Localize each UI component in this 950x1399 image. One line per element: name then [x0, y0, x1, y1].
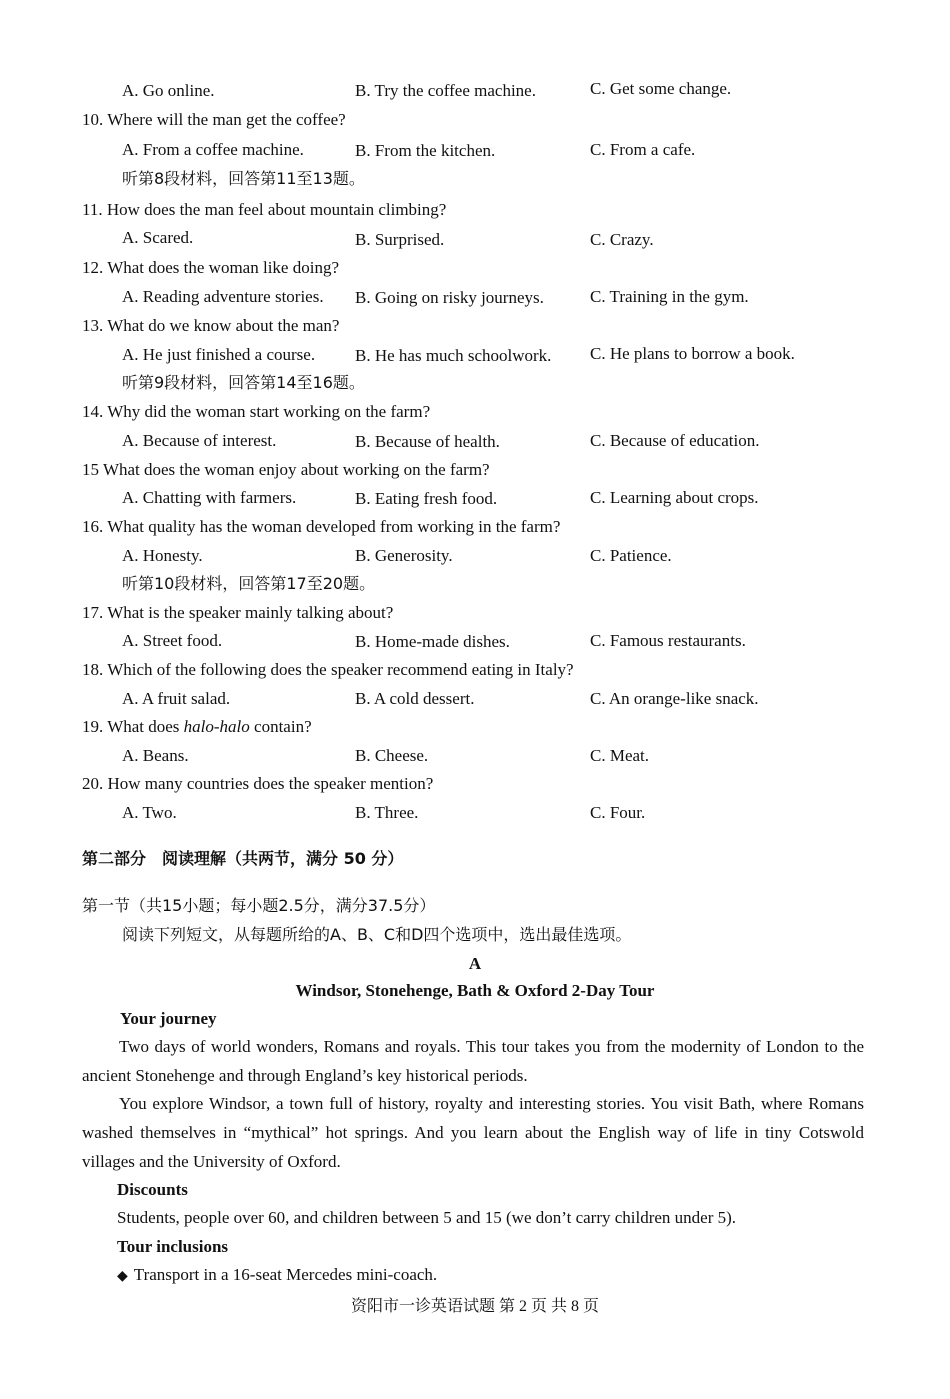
question-15-option-a: A. Chatting with farmers.: [122, 488, 297, 507]
heading-tour-inclusions: Tour inclusions: [117, 1237, 229, 1256]
question-13-option-a: A. He just finished a course.: [122, 345, 316, 364]
question-10-option-c: C. From a cafe.: [590, 140, 696, 159]
question-19-stem-pre: 19. What does: [82, 717, 184, 736]
q9-option-b: B. Try the coffee machine.: [355, 81, 536, 100]
question-13-option-b: B. He has much schoolwork.: [355, 346, 552, 365]
paragraph-discounts: Students, people over 60, and children between 5 and 15 (we don’t carry children under 5).: [117, 1208, 737, 1227]
question-12-option-a: A. Reading adventure stories.: [122, 287, 324, 306]
question-15-option-b: B. Eating fresh food.: [355, 489, 498, 508]
question-16-option-a: A. Honesty.: [122, 546, 203, 565]
question-16-stem: 16. What quality has the woman developed from working in the farm?: [82, 517, 561, 536]
question-15-stem: 15 What does the woman enjoy about working on the farm?: [82, 460, 490, 479]
question-19-option-b: B. Cheese.: [355, 746, 429, 765]
question-13-stem: 13. What do we know about the man?: [82, 316, 340, 335]
question-19-stem-post: contain?: [249, 717, 312, 736]
question-19-option-c: C. Meat.: [590, 746, 650, 765]
question-10-option-b: B. From the kitchen.: [355, 141, 496, 160]
question-16-option-c: C. Patience.: [590, 546, 672, 565]
section-1-heading: 第一节（共15小题；每小题2.5分，满分37.5分）: [82, 896, 436, 915]
paragraph-journey-2: [82, 1089, 864, 1176]
question-11-option-b: B. Surprised.: [355, 230, 445, 249]
question-18-option-b: B. A cold dessert.: [355, 689, 475, 708]
question-20-option-a: A. Two.: [122, 803, 177, 822]
question-13-option-c: C. He plans to borrow a book.: [590, 344, 795, 363]
question-14-option-c: C. Because of education.: [590, 431, 760, 450]
question-14-option-a: A. Because of interest.: [122, 431, 277, 450]
question-17-option-a: A. Street food.: [122, 631, 223, 650]
instruction-material-10: 听第10段材料，回答第17至20题。: [122, 574, 376, 593]
question-17-option-c: C. Famous restaurants.: [590, 631, 746, 650]
paragraph-journey-1: [82, 1032, 864, 1090]
instruction-material-9: 听第9段材料，回答第14至16题。: [122, 373, 365, 392]
reading-directions: 阅读下列短文，从每题所给的A、B、C和D四个选项中，选出最佳选项。: [122, 925, 632, 944]
passage-letter: A: [468, 954, 482, 973]
question-20-option-b: B. Three.: [355, 803, 419, 822]
paragraph-journey-2-text: You explore Windsor, a town full of history, royalty and interesting stories. You visit Bath, where Romans washed themselves in “mythical” hot springs. And you learn about the English way of life in tiny Cotswold villages and the University of Oxford.: [82, 1094, 864, 1171]
question-18-stem: 18. Which of the following does the speaker recommend eating in Italy?: [82, 660, 574, 679]
question-17-stem: 17. What is the speaker mainly talking about?: [82, 603, 394, 622]
question-11-option-c: C. Crazy.: [590, 230, 654, 249]
question-18-option-a: A. A fruit salad.: [122, 689, 231, 708]
question-12-option-b: B. Going on risky journeys.: [355, 288, 544, 307]
question-10-stem: 10. Where will the man get the coffee?: [82, 110, 346, 129]
question-16-option-b: B. Generosity.: [355, 546, 453, 565]
question-14-option-b: B. Because of health.: [355, 432, 500, 451]
question-12-stem: 12. What does the woman like doing?: [82, 258, 339, 277]
bullet-item-text: Transport in a 16-seat Mercedes mini-coach.: [133, 1265, 438, 1284]
question-19-stem-term: halo-halo: [183, 717, 250, 736]
passage-title: Windsor, Stonehenge, Bath & Oxford 2-Day Tour: [295, 981, 655, 1000]
question-15-option-c: C. Learning about crops.: [590, 488, 759, 507]
question-19-stem: [82, 716, 312, 738]
question-20-option-c: C. Four.: [590, 803, 646, 822]
question-10-option-a: A. From a coffee machine.: [122, 140, 304, 159]
question-19-option-a: A. Beans.: [122, 746, 189, 765]
heading-your-journey: Your journey: [120, 1009, 217, 1028]
part-2-title: 第二部分 阅读理解（共两节，满分 50 分）: [82, 849, 404, 868]
instruction-material-8: 听第8段材料，回答第11至13题。: [122, 169, 365, 188]
page-footer: 资阳市一诊英语试题 第 2 页 共 8 页: [350, 1298, 599, 1315]
question-11-option-a: A. Scared.: [122, 228, 194, 247]
heading-discounts: Discounts: [117, 1180, 188, 1199]
question-17-option-b: B. Home-made dishes.: [355, 632, 510, 651]
question-11-stem: 11. How does the man feel about mountain climbing?: [82, 200, 447, 219]
question-18-option-c: C. An orange-like snack.: [590, 689, 759, 708]
q9-option-c: C. Get some change.: [590, 79, 732, 98]
question-20-stem: 20. How many countries does the speaker mention?: [82, 774, 434, 793]
bullet-item: [117, 1264, 437, 1287]
paragraph-journey-1-text: Two days of world wonders, Romans and royals. This tour takes you from the modernity of London to the ancient Stonehenge and through England’s key historical periods.: [82, 1037, 864, 1085]
q9-option-a: A. Go online.: [122, 81, 215, 100]
diamond-bullet-icon: ◆: [117, 1268, 128, 1284]
question-12-option-c: C. Training in the gym.: [590, 287, 749, 306]
question-14-stem: 14. Why did the woman start working on the farm?: [82, 402, 431, 421]
